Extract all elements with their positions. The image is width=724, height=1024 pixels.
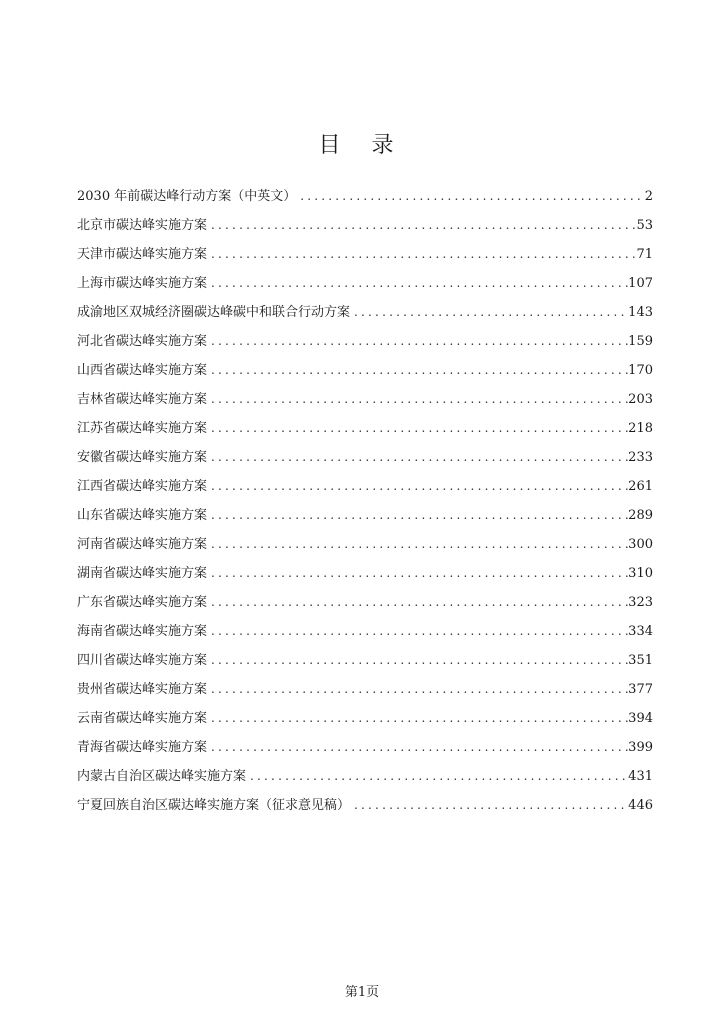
toc-entry[interactable] xyxy=(77,360,653,389)
toc-entry-page-number: 377 xyxy=(628,682,653,697)
toc-leader-dots xyxy=(207,650,628,670)
toc-leader-dots xyxy=(246,766,628,786)
toc-entry[interactable] xyxy=(77,447,653,476)
toc-entry-page-number: 170 xyxy=(628,363,653,378)
toc-entry-page-number: 218 xyxy=(628,421,653,436)
toc-entry[interactable] xyxy=(77,737,653,766)
toc-leader-dots xyxy=(296,186,645,206)
toc-leader-dots xyxy=(207,563,628,583)
toc-entry-page-number: 334 xyxy=(628,624,653,639)
toc-entry-label: 广东省碳达峰实施方案 xyxy=(77,595,208,610)
toc-leader-dots xyxy=(207,418,628,438)
toc-entry[interactable] xyxy=(77,273,653,302)
toc-entry[interactable] xyxy=(77,331,653,360)
page-title: 目 录 xyxy=(318,133,406,158)
toc-entry-label: 青海省碳达峰实施方案 xyxy=(77,740,208,755)
toc-leader-dots xyxy=(207,476,628,496)
toc-entry-page-number: 300 xyxy=(628,537,653,552)
toc-entry[interactable] xyxy=(77,592,653,621)
toc-entry-page-number: 261 xyxy=(628,479,653,494)
toc-leader-dots xyxy=(207,534,628,554)
toc-entry-page-number: 310 xyxy=(628,566,653,581)
toc-entry-label: 2030 年前碳达峰行动方案（中英文） xyxy=(77,189,297,204)
toc-leader-dots xyxy=(207,331,628,351)
toc-leader-dots xyxy=(207,273,628,293)
toc-entry[interactable] xyxy=(77,418,653,447)
toc-entry-page-number: 446 xyxy=(628,798,653,813)
toc-entry-label: 吉林省碳达峰实施方案 xyxy=(77,392,208,407)
toc-entry-label: 北京市碳达峰实施方案 xyxy=(77,218,208,233)
toc-leader-dots xyxy=(207,389,628,409)
page-number-footer: 第1页 xyxy=(344,985,380,1000)
table-of-contents xyxy=(77,186,653,824)
toc-entry[interactable] xyxy=(77,244,653,273)
toc-entry[interactable] xyxy=(77,186,653,215)
toc-leader-dots xyxy=(207,708,628,728)
toc-entry-page-number: 2 xyxy=(644,189,653,204)
toc-entry[interactable] xyxy=(77,476,653,505)
toc-entry-label: 山西省碳达峰实施方案 xyxy=(77,363,208,378)
toc-entry-page-number: 53 xyxy=(636,218,653,233)
toc-entry[interactable] xyxy=(77,795,653,824)
toc-entry[interactable] xyxy=(77,563,653,592)
toc-leader-dots xyxy=(207,621,628,641)
toc-entry-label: 宁夏回族自治区碳达峰实施方案（征求意见稿） xyxy=(77,798,351,813)
toc-entry-page-number: 351 xyxy=(628,653,653,668)
toc-leader-dots xyxy=(207,447,628,467)
toc-entry[interactable] xyxy=(77,708,653,737)
toc-leader-dots xyxy=(207,215,636,235)
toc-entry-page-number: 431 xyxy=(628,769,653,784)
toc-entry-label: 山东省碳达峰实施方案 xyxy=(77,508,208,523)
toc-entry-label: 海南省碳达峰实施方案 xyxy=(77,624,208,639)
toc-entry-page-number: 233 xyxy=(628,450,653,465)
toc-entry[interactable] xyxy=(77,650,653,679)
toc-entry[interactable] xyxy=(77,766,653,795)
toc-entry-label: 河北省碳达峰实施方案 xyxy=(77,334,208,349)
toc-entry-page-number: 203 xyxy=(628,392,653,407)
toc-entry-label: 上海市碳达峰实施方案 xyxy=(77,276,208,291)
toc-entry[interactable] xyxy=(77,389,653,418)
toc-entry-label: 江苏省碳达峰实施方案 xyxy=(77,421,208,436)
toc-entry-page-number: 159 xyxy=(628,334,653,349)
toc-entry[interactable] xyxy=(77,621,653,650)
toc-leader-dots xyxy=(207,592,628,612)
toc-entry-page-number: 143 xyxy=(628,305,653,320)
toc-entry-label: 河南省碳达峰实施方案 xyxy=(77,537,208,552)
toc-entry-label: 四川省碳达峰实施方案 xyxy=(77,653,208,668)
toc-entry-page-number: 399 xyxy=(628,740,653,755)
toc-leader-dots xyxy=(207,244,636,264)
toc-leader-dots xyxy=(207,360,628,380)
toc-leader-dots xyxy=(350,795,628,815)
toc-entry-label: 安徽省碳达峰实施方案 xyxy=(77,450,208,465)
toc-entry[interactable] xyxy=(77,534,653,563)
toc-entry-label: 内蒙古自治区碳达峰实施方案 xyxy=(77,769,247,784)
toc-entry-page-number: 394 xyxy=(628,711,653,726)
toc-leader-dots xyxy=(207,505,628,525)
toc-leader-dots xyxy=(207,737,628,757)
toc-entry-label: 湖南省碳达峰实施方案 xyxy=(77,566,208,581)
toc-entry-label: 成渝地区双城经济圈碳达峰碳中和联合行动方案 xyxy=(77,305,351,320)
toc-entry[interactable] xyxy=(77,215,653,244)
toc-entry-label: 贵州省碳达峰实施方案 xyxy=(77,682,208,697)
toc-leader-dots xyxy=(350,302,628,322)
toc-entry[interactable] xyxy=(77,505,653,534)
toc-leader-dots xyxy=(207,679,628,699)
toc-entry[interactable] xyxy=(77,302,653,331)
toc-entry-page-number: 289 xyxy=(628,508,653,523)
toc-entry-page-number: 71 xyxy=(636,247,653,262)
toc-entry-label: 江西省碳达峰实施方案 xyxy=(77,479,208,494)
toc-entry-page-number: 323 xyxy=(628,595,653,610)
toc-entry[interactable] xyxy=(77,679,653,708)
toc-entry-page-number: 107 xyxy=(628,276,653,291)
toc-entry-label: 云南省碳达峰实施方案 xyxy=(77,711,208,726)
toc-entry-label: 天津市碳达峰实施方案 xyxy=(77,247,208,262)
